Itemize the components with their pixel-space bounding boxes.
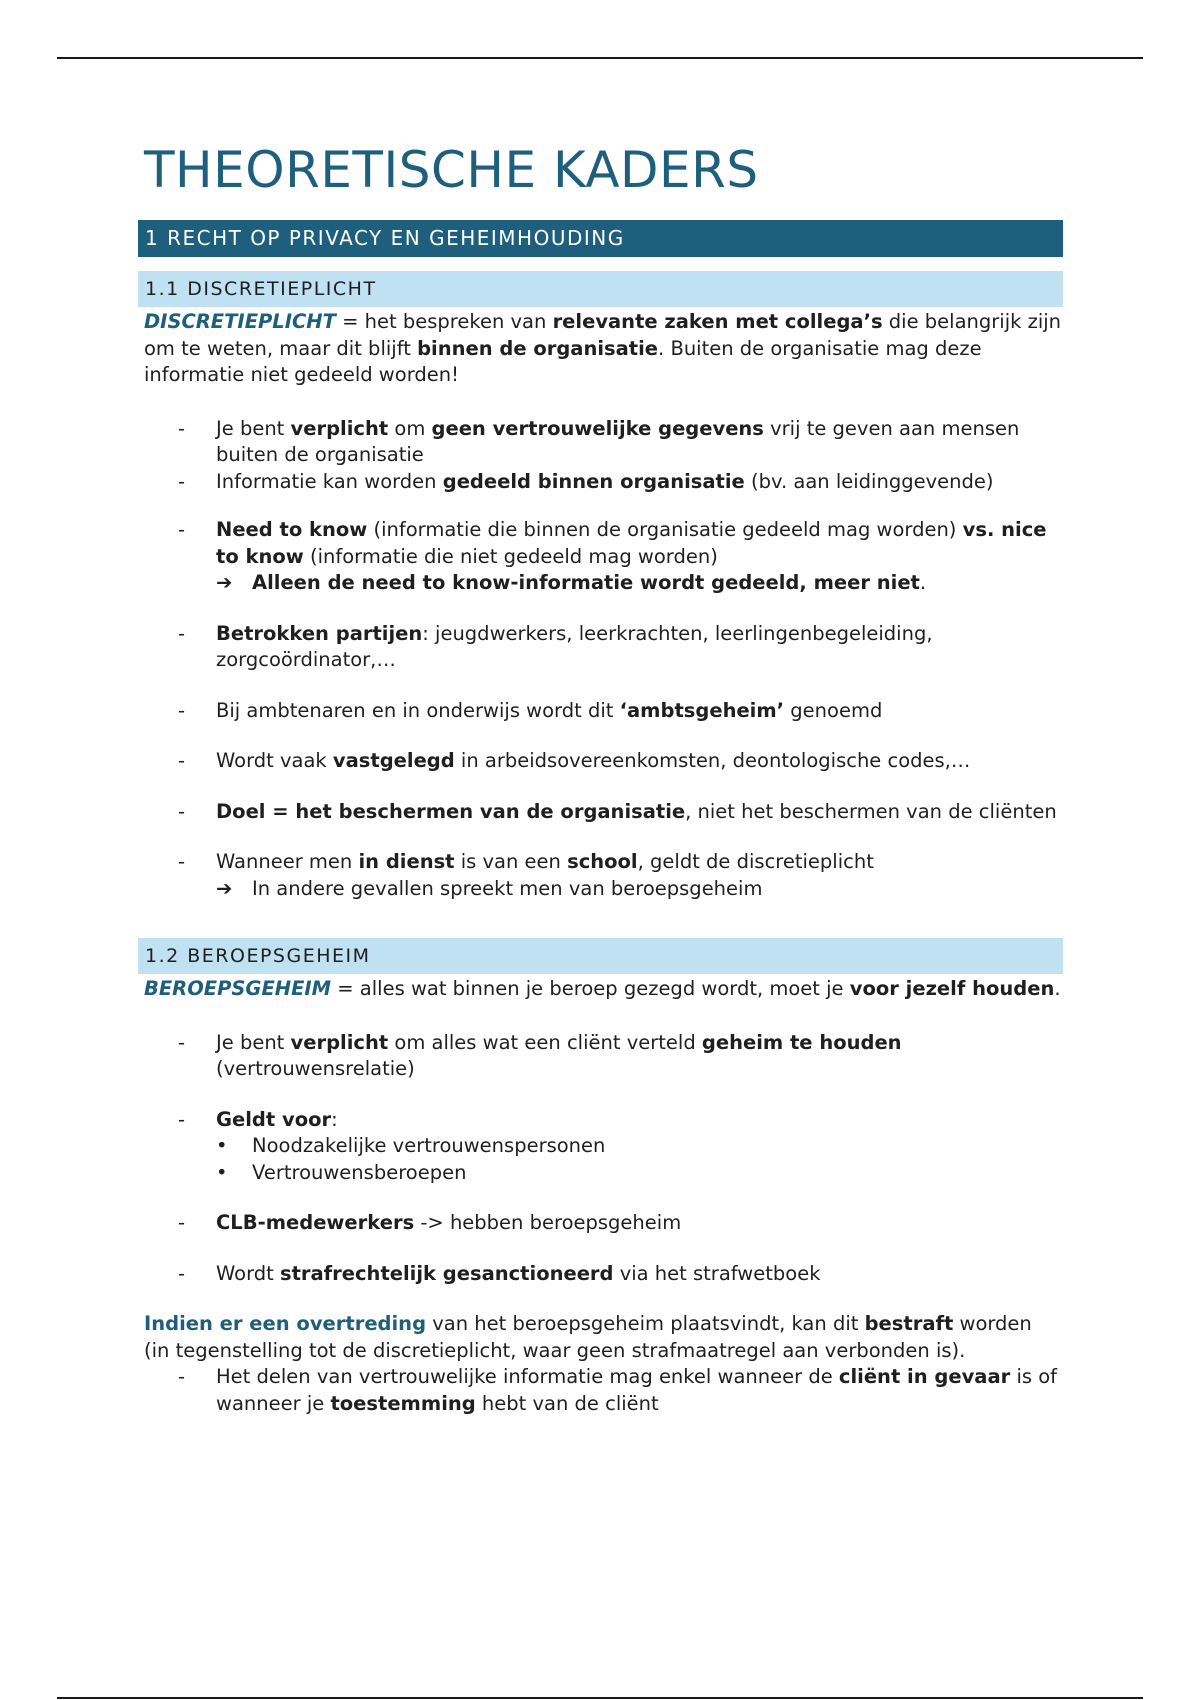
bullet-item: • Noodzakelijke vertrouwenspersonen [216, 1133, 1063, 1160]
sharing-list [138, 1364, 1063, 1417]
list-item: - Informatie kan worden gedeeld binnen organisatie (bv. aan leidinggevende) [138, 469, 1063, 496]
list-item: - Het delen van vertrouwelijke informatie mag enkel wanneer de cliënt in gevaar is of wanneer je toestemming hebt van de cliënt [138, 1364, 1063, 1417]
bullet-list [216, 1133, 1063, 1186]
section-heading-1: 1 RECHT OP PRIVACY EN GEHEIMHOUDING [138, 220, 1063, 257]
header-rule [57, 57, 1143, 59]
list-item: - Betrokken partijen: jeugdwerkers, leerkrachten, leerlingenbegeleiding, zorgcoördinator,… [138, 621, 1063, 674]
subsection-heading-1-2: 1.2 BEROEPSGEHEIM [138, 938, 1063, 974]
list-item: - Need to know (informatie die binnen de organisatie gedeeld mag worden) vs. nice to know (informatie die niet gedeeld mag worden) ➔ Alleen de need to know-informatie wordt gedeeld, meer niet. [138, 517, 1063, 597]
list-item: - Doel = het beschermen van de organisatie, niet het beschermen van de cliënten [138, 799, 1063, 826]
definition-term: DISCRETIEPLICHT [144, 310, 336, 333]
definition-term: BEROEPSGEHEIM [144, 977, 332, 1000]
beroepsgeheim-list [138, 1030, 1063, 1288]
list-item: - Je bent verplicht om geen vertrouwelijke gegevens vrij te geven aan mensen buiten de organisatie [138, 416, 1063, 469]
list-item: - Wordt strafrechtelijk gesanctioneerd via het strafwetboek [138, 1261, 1063, 1288]
footer-rule [57, 1697, 1143, 1699]
document-body [138, 140, 1063, 1417]
list-item: - CLB-medewerkers -> hebben beroepsgeheim [138, 1210, 1063, 1237]
subsection-heading-1-1: 1.1 DISCRETIEPLICHT [138, 271, 1063, 307]
discretieplicht-list [138, 416, 1063, 903]
arrow-note: ➔ Alleen de need to know-informatie wordt gedeeld, meer niet. [216, 570, 1063, 597]
arrow-icon: ➔ [216, 571, 233, 594]
list-item: - Geldt voor: • Noodzakelijke vertrouwenspersonen • Vertrouwensberoepen [138, 1107, 1063, 1187]
accent-text: Indien er een overtreding [144, 1312, 427, 1335]
list-item: - Je bent verplicht om alles wat een cliënt verteld geheim te houden (vertrouwensrelatie) [138, 1030, 1063, 1083]
violation-paragraph: Indien er een overtreding van het beroepsgeheim plaatsvindt, kan dit bestraft worden (in tegenstelling tot de discretieplicht, waar geen strafmaatregel aan verbonden is). [144, 1312, 1032, 1362]
definition-discretieplicht: DISCRETIEPLICHT = het bespreken van relevante zaken met collega’s die belangrijk zijn om te weten, maar dit blijft binnen de organisatie. Buiten de organisatie mag deze informatie niet gedeeld worden! [144, 310, 1062, 386]
arrow-note: ➔ In andere gevallen spreekt men van beroepsgeheim [216, 876, 1063, 903]
arrow-icon: ➔ [216, 876, 233, 900]
list-item: - Wanneer men in dienst is van een school, geldt de discretieplicht ➔ In andere gevallen spreekt men van beroepsgeheim [138, 849, 1063, 902]
list-item: - Bij ambtenaren en in onderwijs wordt dit ‘ambtsgeheim’ genoemd [138, 698, 1063, 725]
list-item: - Wordt vaak vastgelegd in arbeidsovereenkomsten, deontologische codes,… [138, 748, 1063, 775]
page-title: THEORETISCHE KADERS [144, 141, 759, 199]
bullet-item: • Vertrouwensberoepen [216, 1160, 1063, 1187]
definition-beroepsgeheim: BEROEPSGEHEIM = alles wat binnen je beroep gezegd wordt, moet je voor jezelf houden. [144, 977, 1061, 1000]
